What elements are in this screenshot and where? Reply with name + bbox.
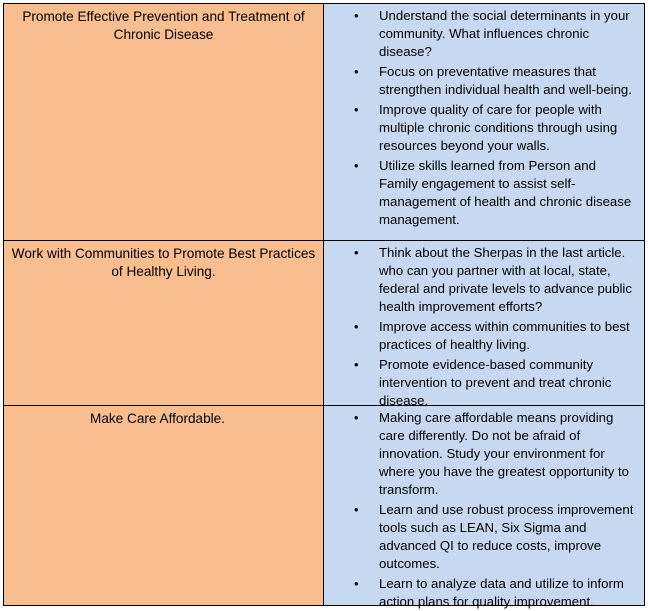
- actions-cell: [324, 406, 644, 609]
- action-list: [324, 244, 638, 410]
- list-item: • Improve quality of care for people with multiple chronic conditions through using resources beyond your walls.: [324, 101, 638, 155]
- list-item: • Understand the social determinants in your community. What influences chronic disease?: [324, 7, 638, 61]
- topic-cell: [4, 241, 324, 405]
- table-row: [4, 406, 644, 609]
- list-item: • Think about the Sherpas in the last article. who can you partner with at local, state, federal and private levels to advance public health improvement efforts?: [324, 244, 638, 316]
- list-item: • Learn to analyze data and utilize to inform action plans for quality improvement.: [324, 575, 638, 611]
- list-item: • Focus on preventative measures that strengthen individual health and well-being.: [324, 63, 638, 99]
- list-item: • Promote evidence-based community intervention to prevent and treat chronic disease.: [324, 356, 638, 410]
- topic-title: Work with Communities to Promote Best Practices of Healthy Living.: [11, 246, 316, 279]
- list-item: • Improve access within communities to best practices of healthy living.: [324, 318, 638, 354]
- topic-cell: [4, 406, 324, 605]
- table-row: [4, 4, 644, 241]
- topic-title: Promote Effective Prevention and Treatment of Chronic Disease: [22, 9, 305, 42]
- actions-cell: [324, 241, 644, 408]
- list-item: • Utilize skills learned from Person and Family engagement to assist self-management of health and chronic disease management.: [324, 157, 638, 229]
- actions-cell: [324, 4, 644, 240]
- list-item: • Learn and use robust process improvement tools such as LEAN, Six Sigma and advanced QI to reduce costs, improve outcomes.: [324, 501, 638, 573]
- topic-cell: [4, 4, 324, 240]
- topic-title: Make Care Affordable.: [90, 411, 226, 426]
- table-row: [4, 241, 644, 406]
- action-list: [324, 409, 638, 611]
- strategy-table: [3, 3, 645, 609]
- list-item: • Making care affordable means providing care differently. Do not be afraid of innovation. Study your environment for where you have the greatest opportunity to transform.: [324, 409, 638, 499]
- action-list: [324, 7, 638, 229]
